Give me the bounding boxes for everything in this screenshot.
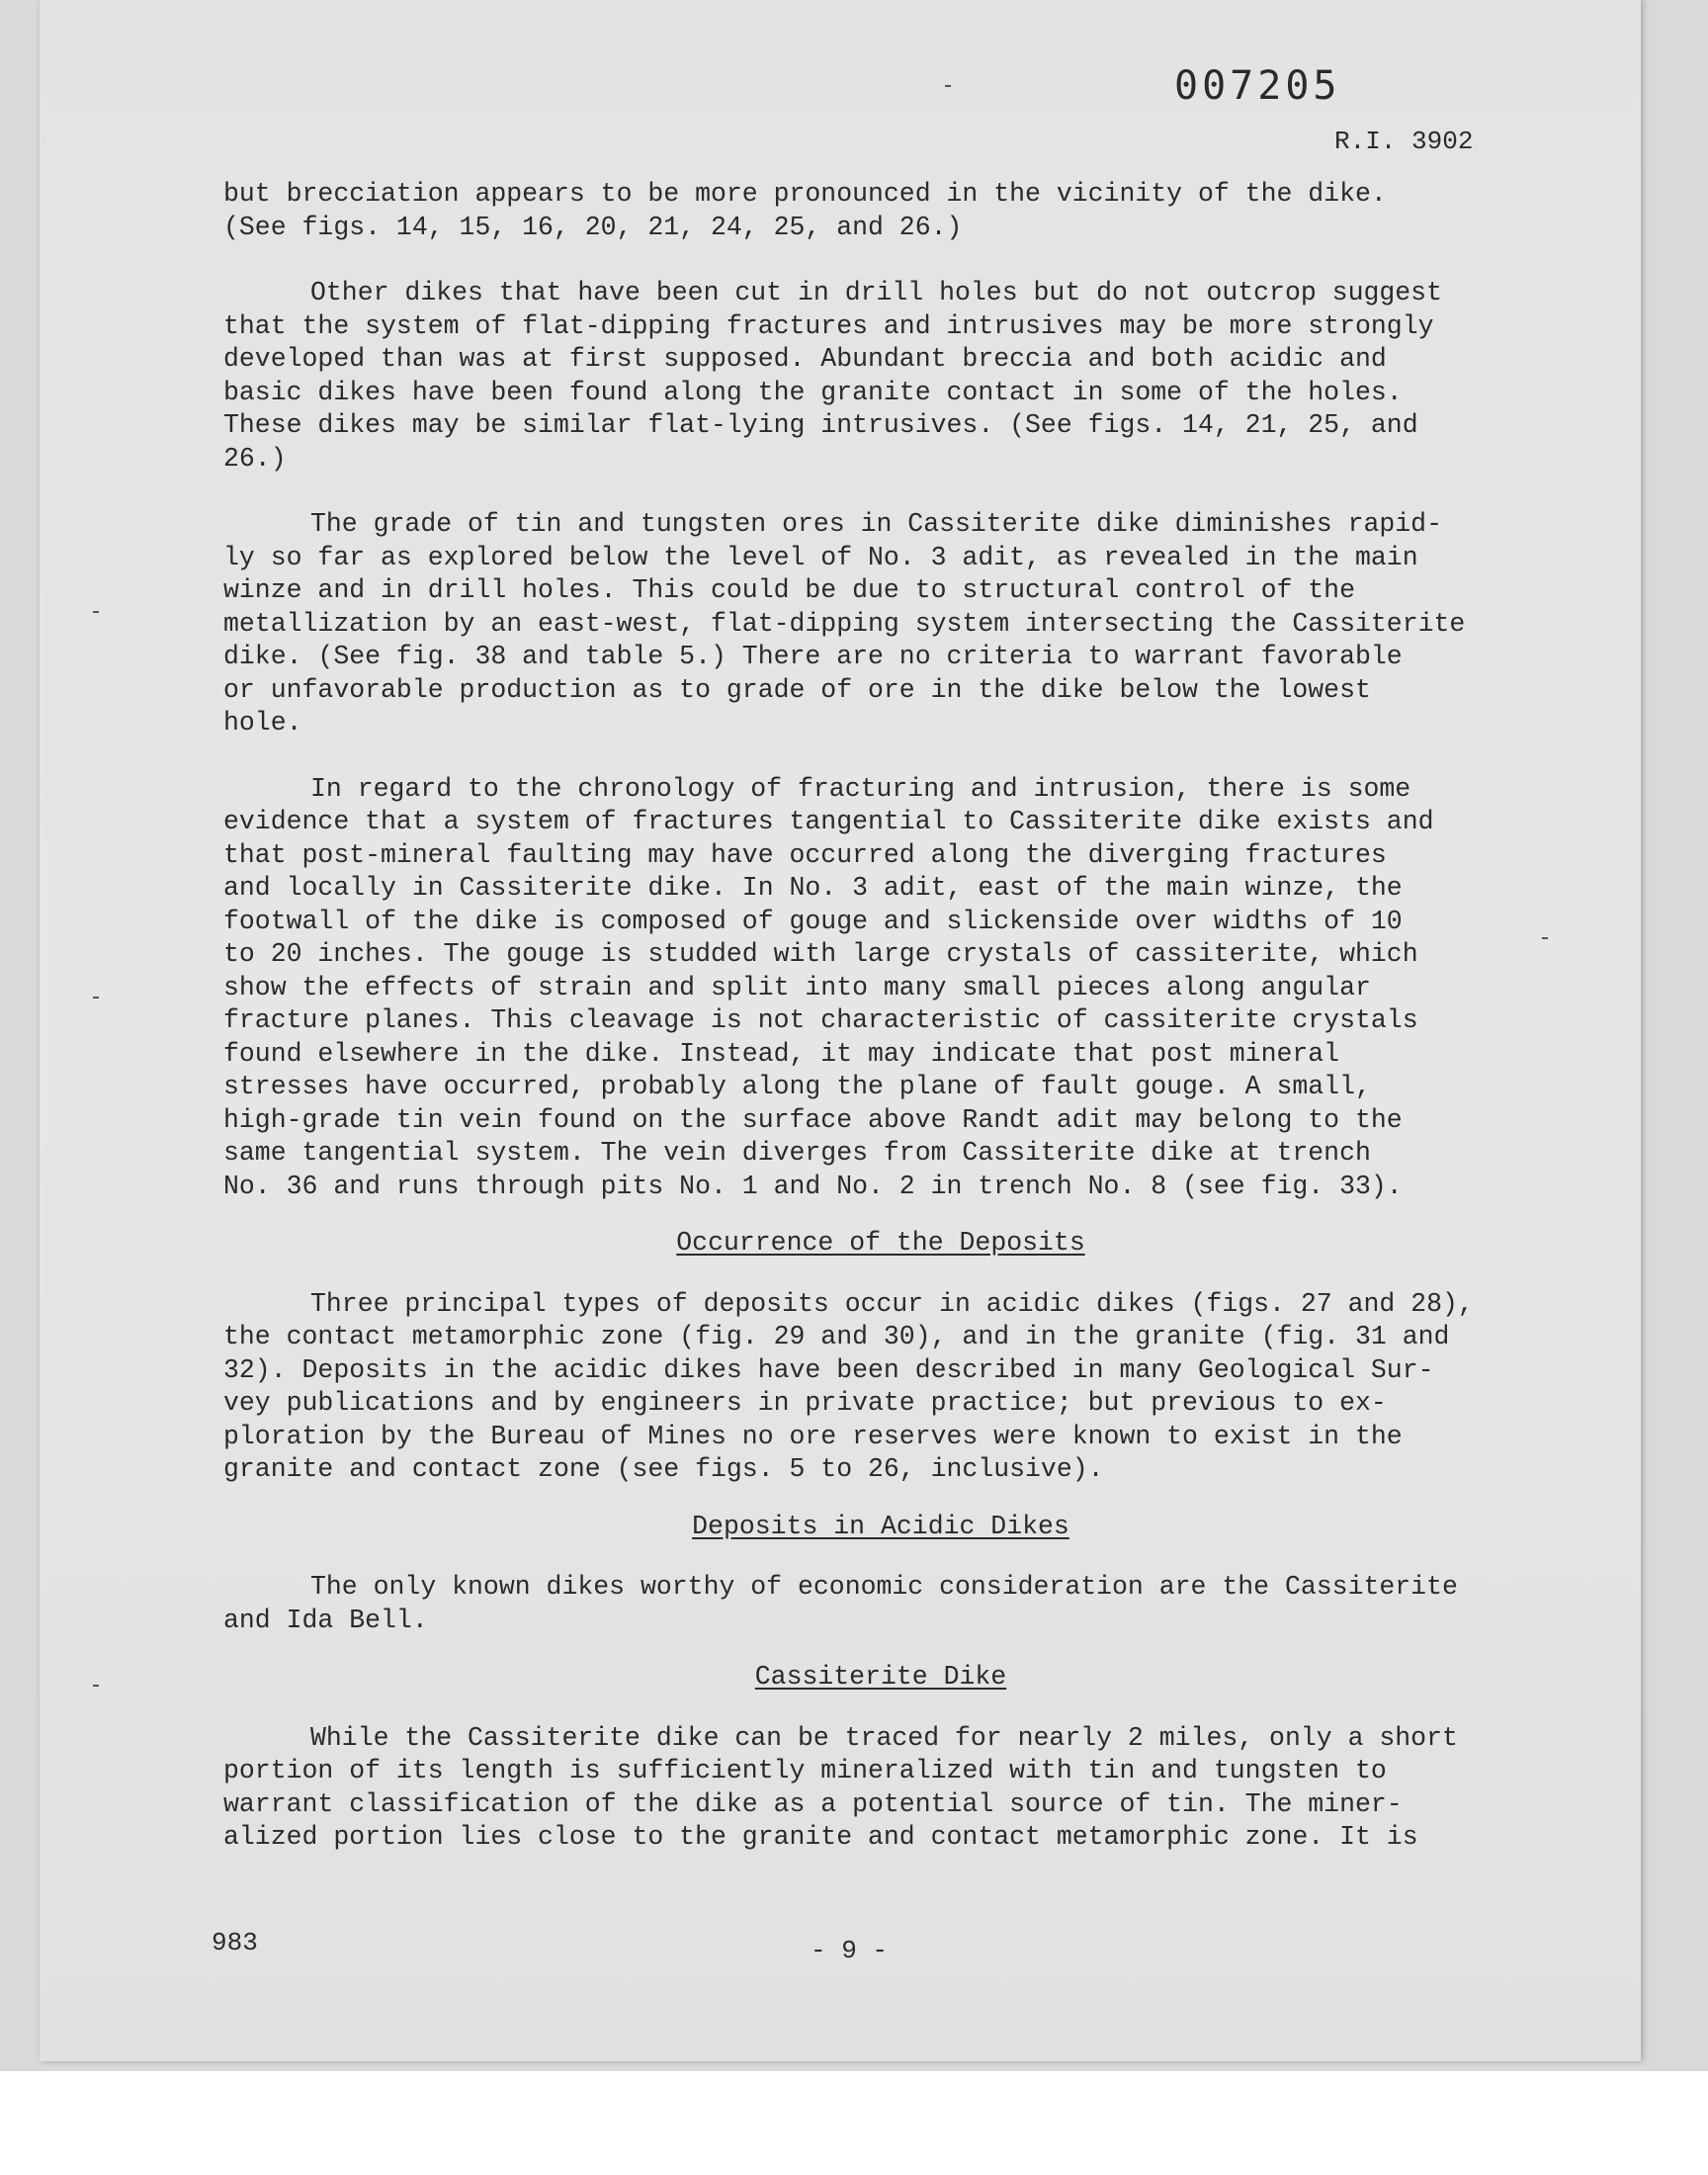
page-number: - 9 - xyxy=(811,1936,889,1965)
scan-speck xyxy=(945,85,951,87)
paragraph-cassiterite-dike: While the Cassiterite dike can be traced for nearly 2 miles, only a short portion of its length is sufficiently mineralized with tin and tungsten to warrant classification of the dike as a potential source of tin. The miner- alized portion lies close to the granite and contact metamorphic zone. It is xyxy=(223,1722,1458,1852)
report-id: R.I. 3902 xyxy=(1334,127,1474,156)
paragraph-chronology: In regard to the chronology of fracturing and intrusion, there is some evidence that a system of fractures tangential to Cassiterite dike exists and that post-mineral faulting may have occurred along the diverging fractures and locally in Cassiterite dike. In No. 3 adit, east of the main winze, the footwall of the dike is composed of gouge and slickenside over widths of 10 to 20 inches. The gouge is studded with large crystals of cassiterite, which show the effects of strain and split into many small pieces along angular fracture planes. This cleavage is not characteristic of cassiterite crystals found elsewhere in the dike. Instead, it may indicate that post mineral stresses have occurred, probably along the plane of fault gouge. A small, high-grade tin vein found on the surface above Randt adit may belong to the same tangential system. The vein diverges from Cassiterite dike at trench No. 36 and runs through pits No. 1 and No. 2 in trench No. 8 (see fig. 33). xyxy=(223,773,1434,1201)
page-code: 983 xyxy=(212,1928,258,1958)
scan-speck xyxy=(93,997,99,999)
body-text xyxy=(223,178,1538,1887)
paragraph-ore-grade: The grade of tin and tungsten ores in Cassiterite dike diminishes rapid- ly so far as explored below the level of No. 3 adit, as revealed in the main winze and in drill holes. This could be due to structural control of the metallization by an east-west, flat-dipping system intersecting the Cassiterite dike. (See fig. 38 and table 5.) There are no criteria to warrant favorable or unfavorable production as to grade of ore in the dike below the lowest hole. xyxy=(223,509,1466,738)
paragraph-acidic-dikes: The only known dikes worthy of economic consideration are the Cassiterite and Ida Bell. xyxy=(223,1572,1458,1635)
paragraph-other-dikes: Other dikes that have been cut in drill holes but do not outcrop suggest that the system of flat-dipping fractures and intrusives may be more strongly developed than was at first supposed. Abundant breccia and both acidic and basic dikes have been found along the granite contact in some of the holes. These dikes may be similar flat-lying intrusives. (See figs. 14, 21, 25, and 26.) xyxy=(223,278,1442,474)
scan-speck xyxy=(1542,937,1548,939)
heading-occurrence: Occurrence of the Deposits xyxy=(676,1228,1085,1258)
paragraph-continuation: but brecciation appears to be more pronounced in the vicinity of the dike. (See figs. 14, 15, 16, 20, 21, 24, 25, and 26.) xyxy=(223,179,1387,242)
scan-speck xyxy=(93,611,99,613)
paragraph-occurrence: Three principal types of deposits occur in acidic dikes (figs. 27 and 28), the contact metamorphic zone (fig. 29 and 30), and in the granite (fig. 31 and 32). Deposits in the acidic dikes have been described in many Geological Sur- vey publications and by engineers in private practice; but previous to ex- ploration by the Bureau of Mines no ore reserves were known to exist in the granite and contact zone (see figs. 5 to 26, inclusive). xyxy=(223,1288,1474,1484)
heading-cassiterite-dike: Cassiterite Dike xyxy=(754,1662,1007,1692)
scan-speck xyxy=(93,1685,99,1687)
heading-acidic-dikes: Deposits in Acidic Dikes xyxy=(692,1511,1069,1541)
document-number: 007205 xyxy=(1174,63,1341,109)
